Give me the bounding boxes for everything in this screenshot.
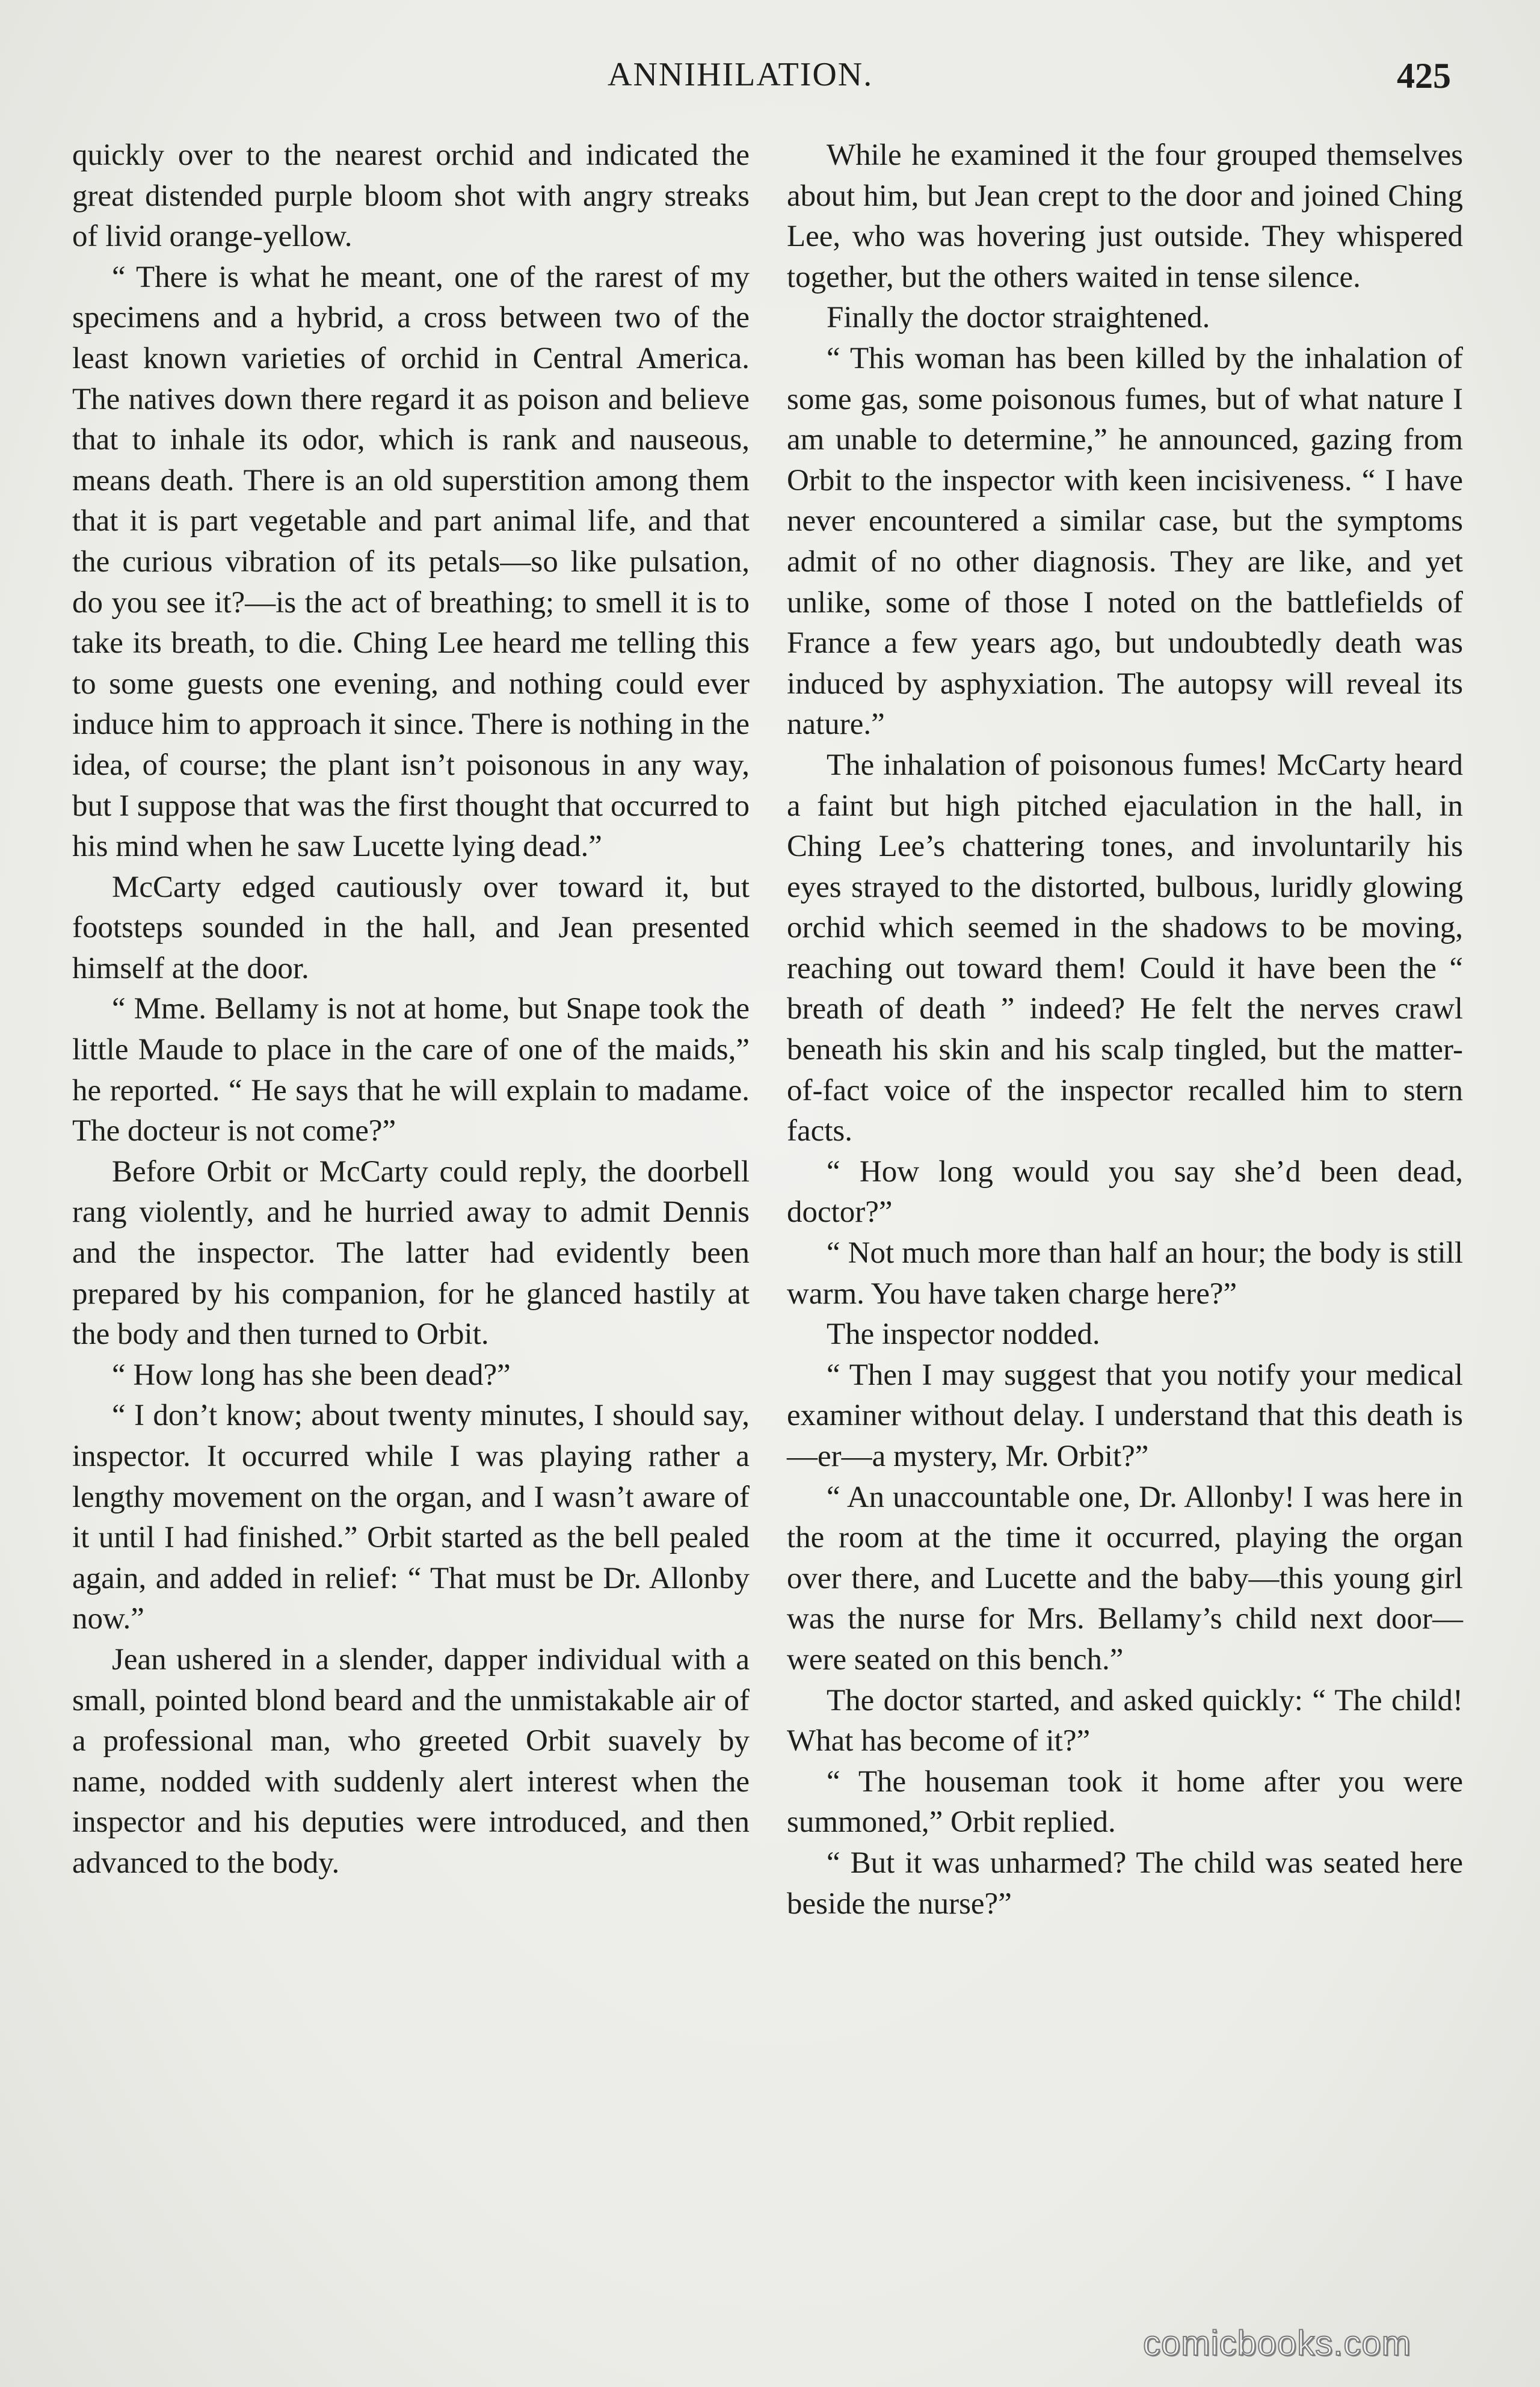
paragraph: “ How long has she been dead?” — [112, 1358, 511, 1392]
paragraph: The inhalation of poisonous fumes! McCarty heard a faint but high pitched ejaculation in the hall, in Ching Lee’s chattering tones, and involuntarily his eyes strayed to the distorted, bulbous, luridly glowing orchid which seemed in the shadows to be moving, reaching out toward them! Could it have been the “ breath of death ” indeed? He felt the nerves crawl beneath his skin and his scalp tingled, but the matter-of-fact voice of the inspector recalled him to stern facts. — [787, 748, 1463, 1148]
paragraph: The inspector nodded. — [827, 1317, 1100, 1352]
paragraph: The doctor started, and asked quickly: “ The child! What has become of it?” — [787, 1683, 1463, 1758]
paragraph: Finally the doctor straightened. — [827, 301, 1210, 335]
running-head: ANNIHILATION. — [608, 56, 873, 93]
paragraph: “ How long would you say she’d been dead, doctor?” — [787, 1154, 1463, 1230]
right-column — [787, 135, 1463, 1924]
paragraph: “ Mme. Bellamy is not at home, but Snape took the little Maude to place in the care of one of the maids,” he reported. “ He says that he will explain to madame. The docteur is not come?” — [72, 992, 750, 1148]
paragraph: “ An unaccountable one, Dr. Allonby! I was here in the room at the time it occurred, playing the organ over there, and Lucette and the baby—this young girl was the nurse for Mrs. Bellamy’s child next door—were seated on this bench.” — [787, 1480, 1463, 1677]
paragraph: “ Then I may suggest that you notify your medical examiner without delay. I understand that this death is—er—a mystery, Mr. Orbit?” — [787, 1358, 1463, 1473]
paragraph: McCarty edged cautiously over toward it, but footsteps sounded in the hall, and Jean presented himself at the door. — [72, 870, 750, 985]
paragraph: While he examined it the four grouped themselves about him, but Jean crept to the door and joined Ching Lee, who was hovering just outside. They whispered together, but the others waited in tense silence. — [787, 138, 1463, 294]
paragraph: “ The houseman took it home after you were summoned,” Orbit replied. — [787, 1764, 1463, 1840]
paragraph: Jean ushered in a slender, dapper individual with a small, pointed blond beard and the unmistakable air of a professional man, who greeted Orbit suavely by name, nodded with suddenly alert interest when the inspector and his deputies were introduced, and then advanced to the body. — [72, 1642, 750, 1880]
paragraph: Before Orbit or McCarty could reply, the doorbell rang violently, and he hurried away to admit Dennis and the inspector. The latter had evidently been prepared by his companion, for he glanced hastily at the body and then turned to Orbit. — [72, 1154, 750, 1352]
left-column — [72, 135, 750, 1884]
watermark: comicbooks.com — [1143, 2324, 1411, 2363]
page-number: 425 — [1397, 56, 1451, 96]
paragraph: “ There is what he meant, one of the rarest of my specimens and a hybrid, a cross between two of the least known varieties of orchid in Central America. The natives down there regard it as poison and believe that to inhale its odor, which is rank and nauseous, means death. There is an old superstition among them that it is part vegetable and part animal life, and that the curious vibration of its petals—so like pulsation, do you see it?—is the act of breathing; to smell it is to take its breath, to die. Ching Lee heard me telling this to some guests one evening, and nothing could ever induce him to approach it since. There is nothing in the idea, of course; the plant isn’t poisonous in any way, but I suppose that was the first thought that occurred to his mind when he saw Lucette lying dead.” — [72, 260, 750, 864]
paragraph: “ This woman has been killed by the inhalation of some gas, some poisonous fumes, but of what nature I am unable to determine,” he announced, gazing from Orbit to the inspector with keen incisiveness. “ I have never encountered a similar case, but the symptoms admit of no other diagnosis. They are like, and yet unlike, some of those I noted on the battlefields of France a few years ago, but undoubtedly death was induced by asphyxiation. The autopsy will reveal its nature.” — [787, 341, 1463, 742]
paragraph: quickly over to the nearest orchid and indicated the great distended purple bloom shot with angry streaks of livid orange-yellow. — [72, 138, 750, 254]
paragraph: “ Not much more than half an hour; the body is still warm. You have taken charge here?” — [787, 1236, 1463, 1311]
paragraph: “ I don’t know; about twenty minutes, I should say, inspector. It occurred while I was playing rather a lengthy movement on the organ, and I wasn’t aware of it until I had finished.” Orbit started as the bell pealed again, and added in relief: “ That must be Dr. Allonby now.” — [72, 1399, 750, 1636]
paragraph: “ But it was unharmed? The child was seated here beside the nurse?” — [787, 1846, 1463, 1921]
